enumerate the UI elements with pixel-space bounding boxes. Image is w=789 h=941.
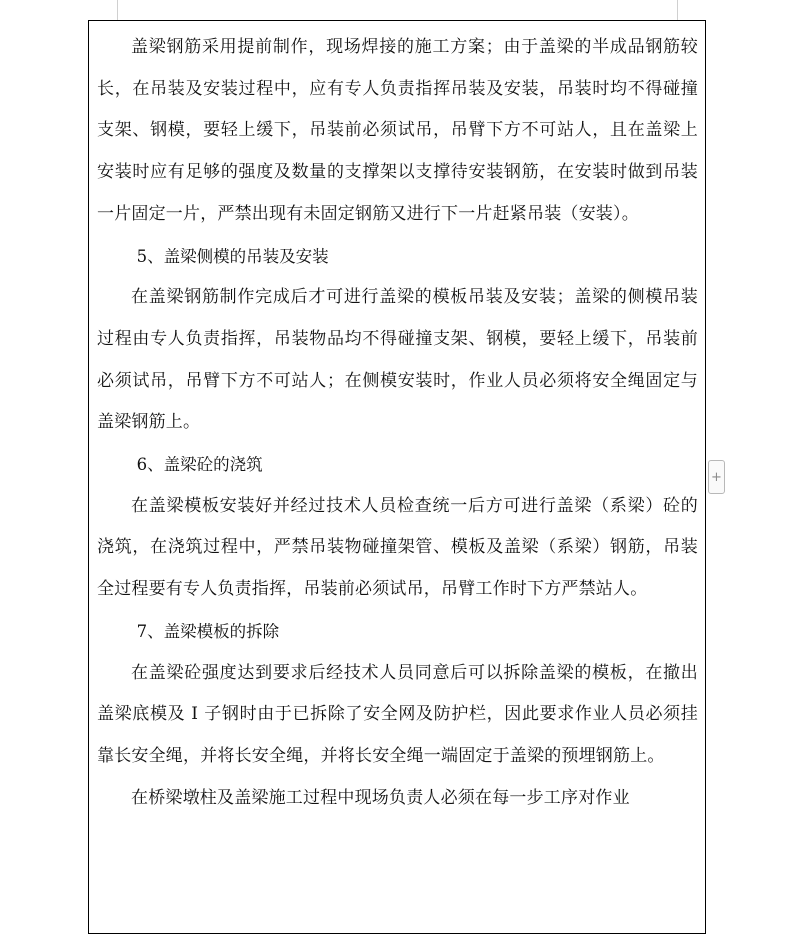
paragraph-side-formwork: 在盖梁钢筋制作完成后才可进行盖梁的模板吊装及安装；盖梁的侧模吊装过程由专人负责指挥，吊装物品均不得碰撞支架、钢模，要轻上缓下，吊装前必须试吊，吊臂下方不可站人；在侧模安装时，作业人员必须将安全绳固定与盖梁钢筋上。	[97, 287, 698, 433]
plus-icon: +	[711, 469, 722, 485]
page-margin-guide-right	[677, 0, 678, 20]
document-table-cell	[88, 20, 706, 934]
paragraph-concrete-pouring: 在盖梁模板安装好并经过技术人员检查统一后方可进行盖梁（系梁）砼的浇筑，在浇筑过程中，严禁吊装物碰撞架管、模板及盖梁（系梁）钢筋，吊装全过程要有专人负责指挥，吊装前必须试吊，吊臂工作时下方严禁站人。	[97, 495, 698, 600]
heading-side-formwork: 5、盖梁侧模的吊装及安装	[136, 246, 329, 266]
page-margin-guide-left	[117, 0, 118, 20]
paragraph-site-supervision: 在桥梁墩柱及盖梁施工过程中现场负责人必须在每一步工序对作业	[131, 787, 630, 808]
paragraph-formwork-removal: 在盖梁砼强度达到要求后经技术人员同意后可以拆除盖梁的模板，在撤出盖梁底模及 I 子钢时由于已拆除了安全网及防护栏，因此要求作业人员必须挂靠长安全绳，并将长安全绳，并将长安全绳一端固定于盖梁的预埋钢筋上。	[97, 662, 698, 766]
heading-concrete-pouring: 6、盖梁砼的浇筑	[136, 455, 263, 475]
heading-formwork-removal: 7、盖梁模板的拆除	[136, 621, 280, 641]
add-row-button[interactable]	[708, 460, 725, 494]
paragraph-rebar-hoisting: 盖梁钢筋采用提前制作，现场焊接的施工方案；由于盖梁的半成品钢筋较长，在吊装及安装过程中，应有专人负责指挥吊装及安装，吊装时均不得碰撞支架、钢模，要轻上缓下，吊装前必须试吊，吊臂下方不可站人，且在盖梁上安装时应有足够的强度及数量的支撑架以支撑待安装钢筋，在安装时做到吊装一片固定一片，严禁出现有未固定钢筋又进行下一片赶紧吊装（安装）。	[97, 37, 698, 224]
